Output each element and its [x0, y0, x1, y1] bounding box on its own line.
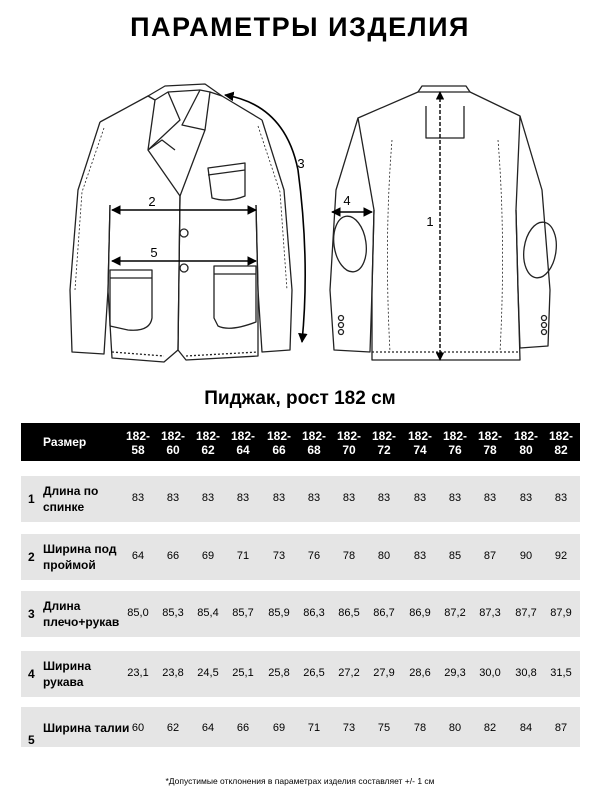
- table-cell: 64: [201, 722, 215, 734]
- size-header-cell: 182- 62: [195, 429, 221, 457]
- table-cell: 83: [413, 492, 427, 504]
- measure-label-5: 5: [150, 245, 158, 260]
- table-cell: 90: [519, 550, 533, 562]
- table-cell: 83: [307, 492, 321, 504]
- row-number: 3: [28, 607, 35, 621]
- tolerance-footnote: *Допустимые отклонения в параметрах изделия составляет +/- 1 см: [165, 776, 435, 786]
- table-cell: 83: [166, 492, 180, 504]
- table-cell: 69: [272, 722, 286, 734]
- table-cell: 24,5: [197, 667, 219, 679]
- table-cell: 25,8: [268, 667, 290, 679]
- size-header-cell: 182- 76: [442, 429, 468, 457]
- size-header-cell: 182- 82: [548, 429, 574, 457]
- size-header-cell: 182- 60: [160, 429, 186, 457]
- measure-label-2: 2: [148, 194, 156, 209]
- table-cell: 25,1: [232, 667, 254, 679]
- measure-label-3: 3: [297, 156, 305, 171]
- table-row: [21, 591, 580, 637]
- table-cell: 31,5: [550, 667, 572, 679]
- table-cell: 85: [448, 550, 462, 562]
- measure-label-4: 4: [343, 193, 351, 208]
- table-cell: 27,2: [338, 667, 360, 679]
- size-header-cell: 182- 66: [266, 429, 292, 457]
- table-cell: 29,3: [444, 667, 466, 679]
- table-cell: 86,7: [373, 607, 395, 619]
- table-cell: 92: [554, 550, 568, 562]
- table-cell: 85,3: [162, 607, 184, 619]
- table-cell: 85,9: [268, 607, 290, 619]
- table-cell: 69: [201, 550, 215, 562]
- table-cell: 80: [448, 722, 462, 734]
- row-label: Ширина талии: [43, 721, 130, 735]
- row-label: Длина плечо+рукав: [43, 599, 120, 629]
- table-cell: 83: [236, 492, 250, 504]
- table-cell: 80: [377, 550, 391, 562]
- table-cell: 83: [448, 492, 462, 504]
- table-cell: 76: [307, 550, 321, 562]
- size-header-cell: 182- 64: [230, 429, 256, 457]
- product-subtitle: Пиджак, рост 182 см: [204, 388, 396, 409]
- row-number: 1: [28, 492, 35, 506]
- row-label: Ширина под проймой: [43, 542, 117, 572]
- table-cell: 87,9: [550, 607, 572, 619]
- table-cell: 85,0: [127, 607, 149, 619]
- table-cell: 86,3: [303, 607, 325, 619]
- table-cell: 62: [166, 722, 180, 734]
- table-cell: 83: [272, 492, 286, 504]
- table-cell: 23,8: [162, 667, 184, 679]
- table-cell: 27,9: [373, 667, 395, 679]
- size-header-cell: 182- 74: [407, 429, 433, 457]
- table-cell: 83: [342, 492, 356, 504]
- table-cell: 86,5: [338, 607, 360, 619]
- table-cell: 87,2: [444, 607, 466, 619]
- table-row: [21, 476, 580, 522]
- row-number: 2: [28, 550, 35, 564]
- jacket-measurement-diagram: [62, 78, 562, 378]
- size-header-cell: 182- 78: [477, 429, 503, 457]
- size-header-label: Размер: [43, 435, 87, 449]
- table-cell: 66: [166, 550, 180, 562]
- table-cell: 83: [131, 492, 145, 504]
- table-cell: 83: [483, 492, 497, 504]
- table-cell: 83: [519, 492, 533, 504]
- row-label: Длина по спинке: [43, 484, 99, 514]
- table-cell: 71: [307, 722, 321, 734]
- table-cell: 30,8: [515, 667, 537, 679]
- table-cell: 26,5: [303, 667, 325, 679]
- jacket-front-sketch: [70, 84, 292, 362]
- table-row: [21, 651, 580, 697]
- table-cell: 83: [377, 492, 391, 504]
- table-cell: 86,9: [409, 607, 431, 619]
- table-cell: 66: [236, 722, 250, 734]
- row-number: 4: [28, 667, 35, 681]
- table-cell: 73: [272, 550, 286, 562]
- table-cell: 87: [483, 550, 497, 562]
- table-cell: 71: [236, 550, 250, 562]
- table-cell: 83: [413, 550, 427, 562]
- table-row: [21, 707, 580, 747]
- table-cell: 83: [554, 492, 568, 504]
- page-title: ПАРАМЕТРЫ ИЗДЕЛИЯ: [130, 12, 470, 42]
- table-row: [21, 534, 580, 580]
- size-header-cell: 182- 72: [371, 429, 397, 457]
- table-cell: 85,7: [232, 607, 254, 619]
- table-cell: 23,1: [127, 667, 149, 679]
- size-header-cell: 182- 80: [513, 429, 539, 457]
- measure-label-1: 1: [426, 214, 434, 229]
- table-cell: 60: [131, 722, 145, 734]
- size-header-cell: 182- 70: [336, 429, 362, 457]
- table-cell: 85,4: [197, 607, 219, 619]
- size-table-header: [21, 423, 580, 461]
- table-cell: 84: [519, 722, 533, 734]
- table-cell: 28,6: [409, 667, 431, 679]
- table-cell: 87,3: [479, 607, 501, 619]
- size-header-cell: 182- 58: [125, 429, 151, 457]
- table-cell: 78: [342, 550, 356, 562]
- table-cell: 87,7: [515, 607, 537, 619]
- table-cell: 87: [554, 722, 568, 734]
- table-cell: 64: [131, 550, 145, 562]
- size-header-cell: 182- 68: [301, 429, 327, 457]
- table-cell: 73: [342, 722, 356, 734]
- table-cell: 30,0: [479, 667, 501, 679]
- row-number: 5: [28, 733, 35, 747]
- row-label: Ширина рукава: [43, 659, 92, 689]
- table-cell: 82: [483, 722, 497, 734]
- table-cell: 83: [201, 492, 215, 504]
- table-cell: 78: [413, 722, 427, 734]
- jacket-back-sketch: [330, 86, 560, 360]
- table-cell: 75: [377, 722, 391, 734]
